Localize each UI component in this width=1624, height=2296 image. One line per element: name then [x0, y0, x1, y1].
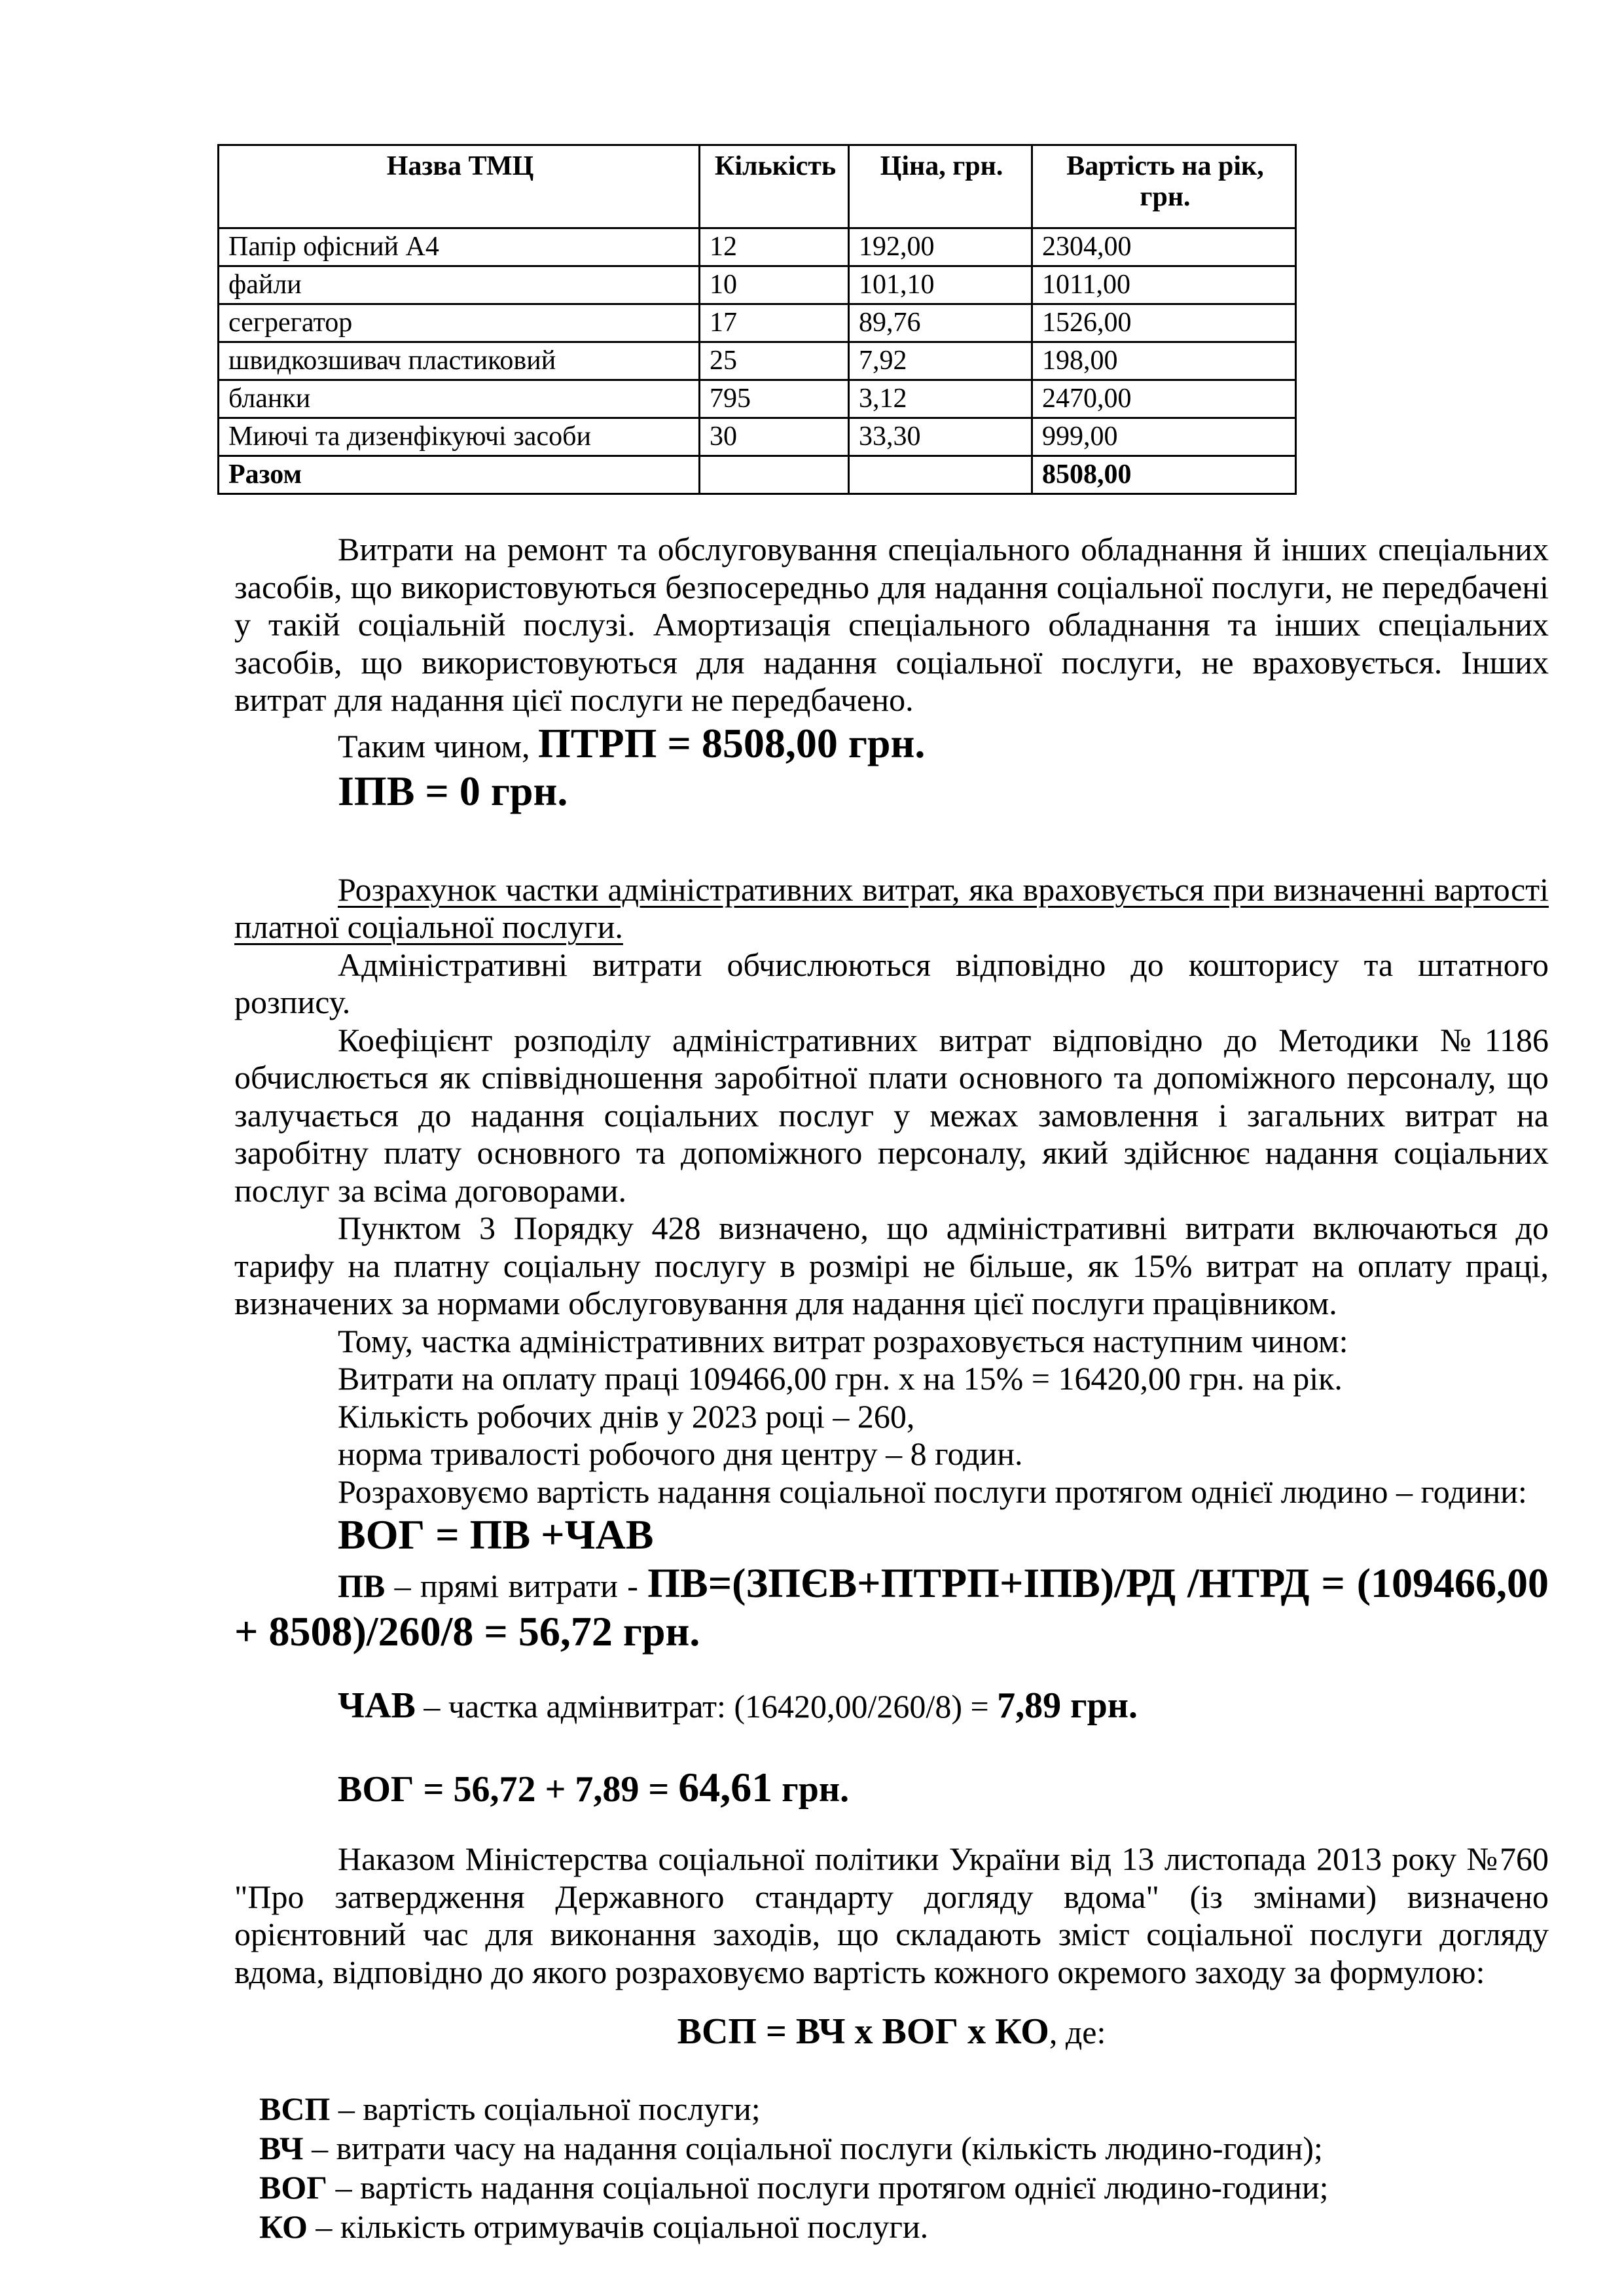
definition-vog: [259, 2168, 1549, 2207]
chav-definition: – частка адмінвитрат: (16420,00/260/8) =: [415, 1688, 998, 1725]
line-workday-norm: норма тривалості робочого дня центру – 8 годин.: [338, 1435, 1023, 1473]
paragraph-nakaz-760: Наказом Міністерства соціальної політики України від 13 листопада 2013 року №760 "Про затвердження Державного стандарту догляду вдома" (із змінами) визначено орієнтовний час для виконання заходів, що складають зміст соціальної послуги догляду вдома, відповідно до якого розраховуємо вартість кожного окремого заходу за формулою:: [234, 1840, 1549, 1990]
vog-total-lead: ВОГ = 56,72 + 7,89 =: [338, 1768, 679, 1810]
admin-costs-heading-text: Розрахунок частки адміністративних витрат, яка враховується при визначенні вартості платної соціальної послуги.: [234, 870, 1549, 946]
table-row: [219, 418, 1296, 456]
chav-term: ЧАВ: [338, 1685, 416, 1727]
table-row: [219, 228, 1296, 266]
item-name-cell: бланки: [219, 380, 700, 418]
col-header-quantity: Кількість: [700, 145, 849, 228]
total-qty-cell: [700, 456, 849, 494]
document-content: [228, 144, 1549, 2246]
chav-line: [234, 1685, 1549, 1727]
item-qty-cell: 17: [700, 304, 849, 342]
paragraph-poriadok-428: Пунктом 3 Порядку 428 визначено, що адміністративні витрати включаються до тарифу на платну соціальну послугу в розмірі не більше, як 15% витрат на оплату праці, визначених за нормами обслуговування для надання цієї послуги працівником.: [234, 1210, 1549, 1322]
table-row: [219, 266, 1296, 304]
col-header-name: Назва ТМЦ: [219, 145, 700, 228]
item-price-cell: 192,00: [849, 228, 1032, 266]
tmc-cost-table: [217, 144, 1297, 495]
col-header-price: Ціна, грн.: [849, 145, 1032, 228]
definition-term: ВЧ: [259, 2129, 304, 2166]
col-header-yearly-cost: Вартість на рік, грн.: [1032, 145, 1296, 228]
pv-formula-line: [234, 1559, 1549, 1655]
item-name-cell: сегрегатор: [219, 304, 700, 342]
pv-term: ПВ: [338, 1568, 386, 1604]
paragraph-equipment-costs: Витрати на ремонт та обслуговування спеціального обладнання й інших спеціальних засобів, що використовуються безпосередньо для надання соціальної послуги, не передбачені у такій соціальній послузі. Амортизація спеціального обладнання та інших спеціальних засобів, що використовуються для надання соціальної послуги, не враховується. Інших витрат для надання цієї послуги не передбачено.: [234, 531, 1549, 719]
line-salary-costs: Витрати на оплату праці 109466,00 грн. х на 15% = 16420,00 грн. на рік.: [338, 1360, 1343, 1397]
vsp-formula-tail: , де:: [1049, 2014, 1106, 2051]
item-cost-cell: 2470,00: [1032, 380, 1296, 418]
item-name-cell: Миючі та дизенфікуючі засоби: [219, 418, 700, 456]
item-qty-cell: 12: [700, 228, 849, 266]
table-header-row: [219, 145, 1296, 228]
item-qty-cell: 30: [700, 418, 849, 456]
line-calc-intro: Розраховуємо вартість надання соціальної послуги протягом однієї людино – години:: [338, 1473, 1527, 1510]
ipv-result-line: ІПВ = 0 грн.: [338, 768, 568, 815]
item-name-cell: файли: [219, 266, 700, 304]
item-qty-cell: 795: [700, 380, 849, 418]
item-price-cell: 101,10: [849, 266, 1032, 304]
item-cost-cell: 999,00: [1032, 418, 1296, 456]
item-name-cell: швидкозшивач пластиковий: [219, 342, 700, 380]
ptrp-result-line: [234, 719, 1549, 768]
vsp-formula: ВСП = ВЧ х ВОГ х КО: [677, 2011, 1049, 2053]
item-price-cell: 89,76: [849, 304, 1032, 342]
definition-text: – вартість соціальної послуги;: [330, 2090, 761, 2127]
chav-value: 7,89 грн.: [997, 1685, 1138, 1727]
definition-vsp: [259, 2089, 1549, 2128]
vsp-formula-line: [234, 2011, 1549, 2053]
paragraph-coefficient: Коефіцієнт розподілу адміністративних витрат відповідно до Методики №1186 обчислюється як співвідношення заробітної плати основного та допоміжного персоналу, що залучається до надання соціальних послуг у межах замовлення і загальних витрат на заробітну плату основного та допоміжного персоналу, який здійснює надання соціальних послуг за всіма договорами.: [234, 1021, 1549, 1209]
pv-formula: ПВ=(ЗПЄВ+ПТРП+ІПВ)/РД /НТРД = (109466,00 + 8508)/260/8 = 56,72 грн.: [234, 1560, 1549, 1655]
paragraph-admin-costs: Адміністративні витрати обчислюються відповідно до кошторису та штатного розпису.: [234, 946, 1549, 1021]
definition-term: КО: [259, 2208, 308, 2245]
definition-term: ВОГ: [259, 2168, 328, 2206]
admin-costs-heading: [234, 871, 1549, 946]
item-price-cell: 33,30: [849, 418, 1032, 456]
item-name-cell: Папір офісний А4: [219, 228, 700, 266]
ptrp-prefix: Таким чином,: [338, 727, 539, 764]
formula-definitions: [259, 2089, 1549, 2246]
total-cost-cell: 8508,00: [1032, 456, 1296, 494]
item-qty-cell: 10: [700, 266, 849, 304]
vog-total-tail: грн.: [772, 1768, 850, 1810]
item-cost-cell: 198,00: [1032, 342, 1296, 380]
item-price-cell: 7,92: [849, 342, 1032, 380]
table-total-row: [219, 456, 1296, 494]
definition-vch: [259, 2128, 1549, 2168]
ptrp-formula: ПТРП = 8508,00 грн.: [538, 719, 926, 766]
item-qty-cell: 25: [700, 342, 849, 380]
item-cost-cell: 1011,00: [1032, 266, 1296, 304]
total-price-cell: [849, 456, 1032, 494]
definition-ko: [259, 2207, 1549, 2246]
vog-total-line: [234, 1763, 1549, 1812]
line-working-days: Кількість робочих днів у 2023 році – 260,: [338, 1397, 915, 1435]
table-row: [219, 342, 1296, 380]
item-price-cell: 3,12: [849, 380, 1032, 418]
pv-definition: – прямі витрати -: [385, 1568, 648, 1604]
table-row: [219, 304, 1296, 342]
definition-text: – вартість надання соціальної послуги протягом однієї людино-години;: [327, 2168, 1329, 2206]
total-label-cell: Разом: [219, 456, 700, 494]
table-row: [219, 380, 1296, 418]
vog-formula-line: ВОГ = ПВ +ЧАВ: [338, 1511, 654, 1558]
vog-total-value: 64,61: [678, 1763, 773, 1810]
item-cost-cell: 2304,00: [1032, 228, 1296, 266]
definition-text: – витрати часу на надання соціальної послуги (кількість людино-годин);: [303, 2129, 1323, 2166]
definition-text: – кількість отримувачів соціальної послуги.: [307, 2208, 929, 2245]
item-cost-cell: 1526,00: [1032, 304, 1296, 342]
definition-term: ВСП: [259, 2090, 331, 2127]
line-tomu: Тому, частка адміністративних витрат розраховується наступним чином:: [338, 1322, 1348, 1359]
